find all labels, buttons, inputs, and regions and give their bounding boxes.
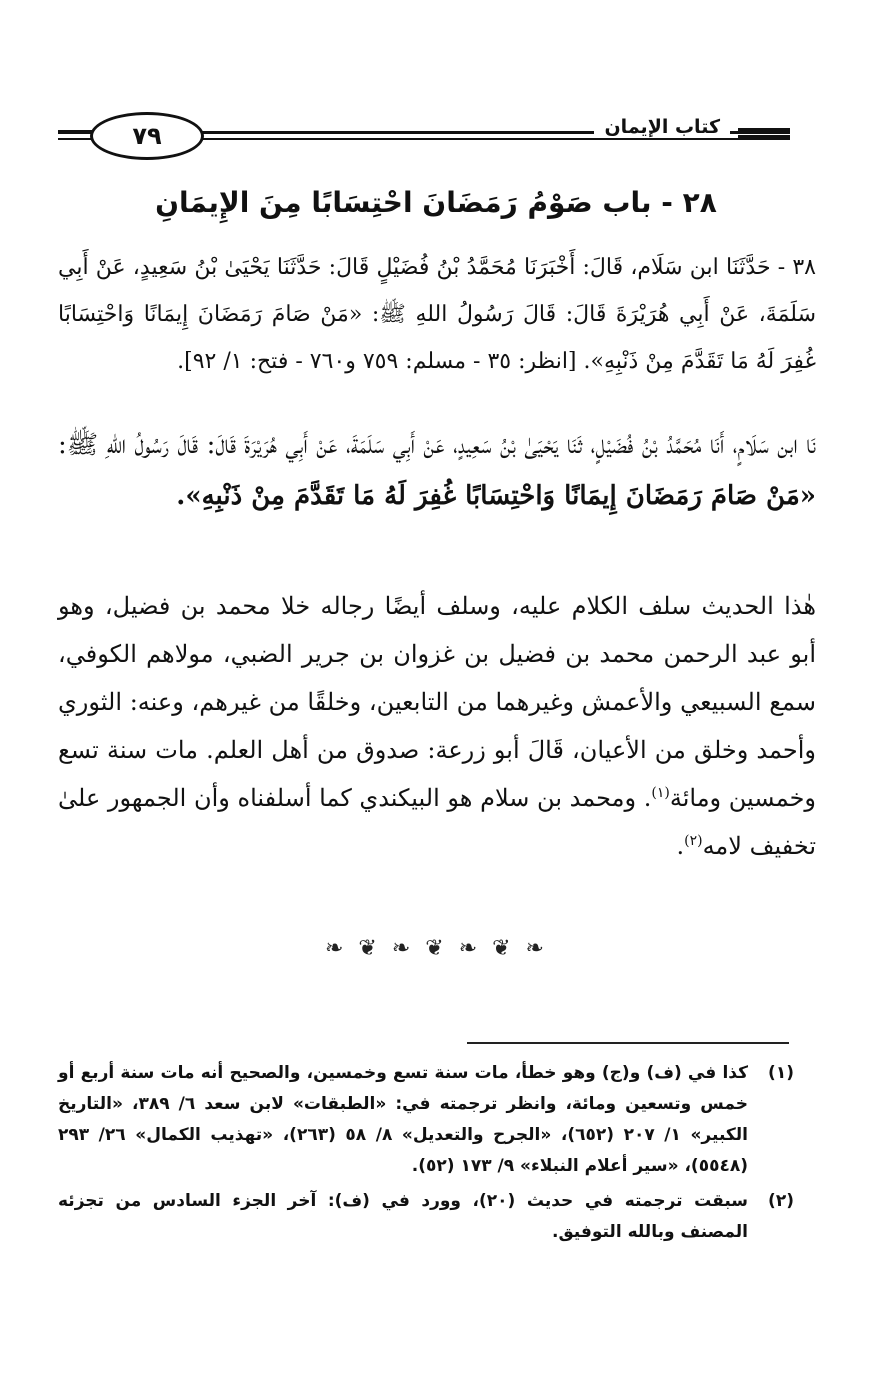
isnad-paragraph	[58, 420, 816, 522]
header-rule-thin	[166, 138, 790, 140]
hadith-text: ٣٨ - حَدَّثَنَا ابن سَلَام، قَالَ: أَخْبَرَنَا مُحَمَّدُ بْنُ فُضَيْلٍ قَالَ: حَدَّثَنَا يَحْيَىٰ بْنُ سَعِيدٍ، عَنْ أَبِي سَلَمَةَ، عَنْ أَبِي هُرَيْرَةَ قَالَ: قَالَ رَسُولُ اللهِ ﷺ: «مَنْ صَامَ رَمَضَانَ إِيمَانًا وَاحْتِسَابًا غُفِرَ لَهُ مَا تَقَدَّمَ مِنْ ذَنْبِهِ». [انظر: ٣٥ - مسلم: ٧٥٩ و٧٦٠ - فتح: ١/ ٩٢].	[58, 255, 816, 374]
hadith-matn: «مَنْ صَامَ رَمَضَانَ إِيمَانًا وَاحْتِسَابًا غُفِرَ لَهُ مَا تَقَدَّمَ مِنْ ذَنْبِهِ».	[176, 481, 816, 511]
commentary-part-3: .	[676, 832, 685, 860]
chapter-title: ٢٨ - باب صَوْمُ رَمَضَانَ احْتِسَابًا مِنَ الإِيمَانِ	[155, 186, 717, 219]
footnote-text: سبقت ترجمته في حديث (٢٠)، وورد في (ف): آخر الجزء السادس من تجزئه المصنف وبالله التوفيق.	[58, 1191, 748, 1242]
commentary-paragraph	[58, 582, 816, 870]
footnote-number: (٢)	[768, 1191, 794, 1211]
book-title: كتاب الإيمان	[594, 116, 730, 138]
footnotes	[58, 1058, 794, 1252]
footnote	[58, 1058, 794, 1182]
page-number-oval	[90, 112, 204, 160]
footnote-ref-2[interactable]: (٢)	[684, 833, 703, 849]
commentary-part-2: . ومحمد بن سلام هو البيكندي كما أسلفناه وأن الجمهور علىٰ تخفيف لامه	[58, 784, 816, 860]
footnote-text: كذا في (ف) و(ج) وهو خطأ، مات سنة تسع وخمسين، والصحيح أنه مات سنة أربع أو خمس وتسعين ومائة، وانظر ترجمته في: «الطبقات» لابن سعد ٦/ ٣٨٩، «التاريخ الكبير» ١/ ٢٠٧ (٦٥٢)، «الجرح والتعديل» ٨/ ٥٨ (٢٦٣)، «تهذيب الكمال» ٢٦/ ٢٩٣ (٥٥٤٨)، «سير أعلام النبلاء» ٩/ ١٧٣ (٥٢).	[58, 1063, 748, 1176]
isnad-chain: نَا ابن سَلَامٍ، أَنَا مُحَمَّدُ بْنُ فُضَيْلٍ، ثَنَا يَحْيَىٰ بْنُ سَعِيدٍ، عَنْ أَبِي سَلَمَةَ، عَنْ أَبِي هُرَيْرَةَ قَالَ: قَالَ رَسُولُ اللهِ ﷺ:	[58, 430, 816, 460]
page-header	[58, 108, 790, 160]
footnote-rule	[467, 1042, 789, 1044]
footnote-number: (١)	[768, 1063, 794, 1083]
header-dash-ornament	[738, 128, 790, 142]
commentary-part-1: هٰذا الحديث سلف الكلام عليه، وسلف أيضًا رجاله خلا محمد بن فضيل، وهو أبو عبد الرحمن محمد بن فضيل بن غزوان بن جرير الضبي، مولاهم الكوفي، سمع السبيعي والأعمش وغيرهما من التابعين، وخلقًا من غيرهم، وعنه: الثوري وأحمد وخلق من الأعيان، قَالَ أبو زرعة: صدوق من أهل العلم. مات سنة تسع وخمسين ومائة	[58, 592, 817, 812]
footnote-ref-1[interactable]: (١)	[651, 785, 670, 801]
footnote	[58, 1186, 794, 1248]
section-divider-ornament: ❧ ❦ ❧ ❦ ❧ ❦ ❧	[325, 936, 548, 961]
page-number: ٧٩	[132, 122, 162, 150]
